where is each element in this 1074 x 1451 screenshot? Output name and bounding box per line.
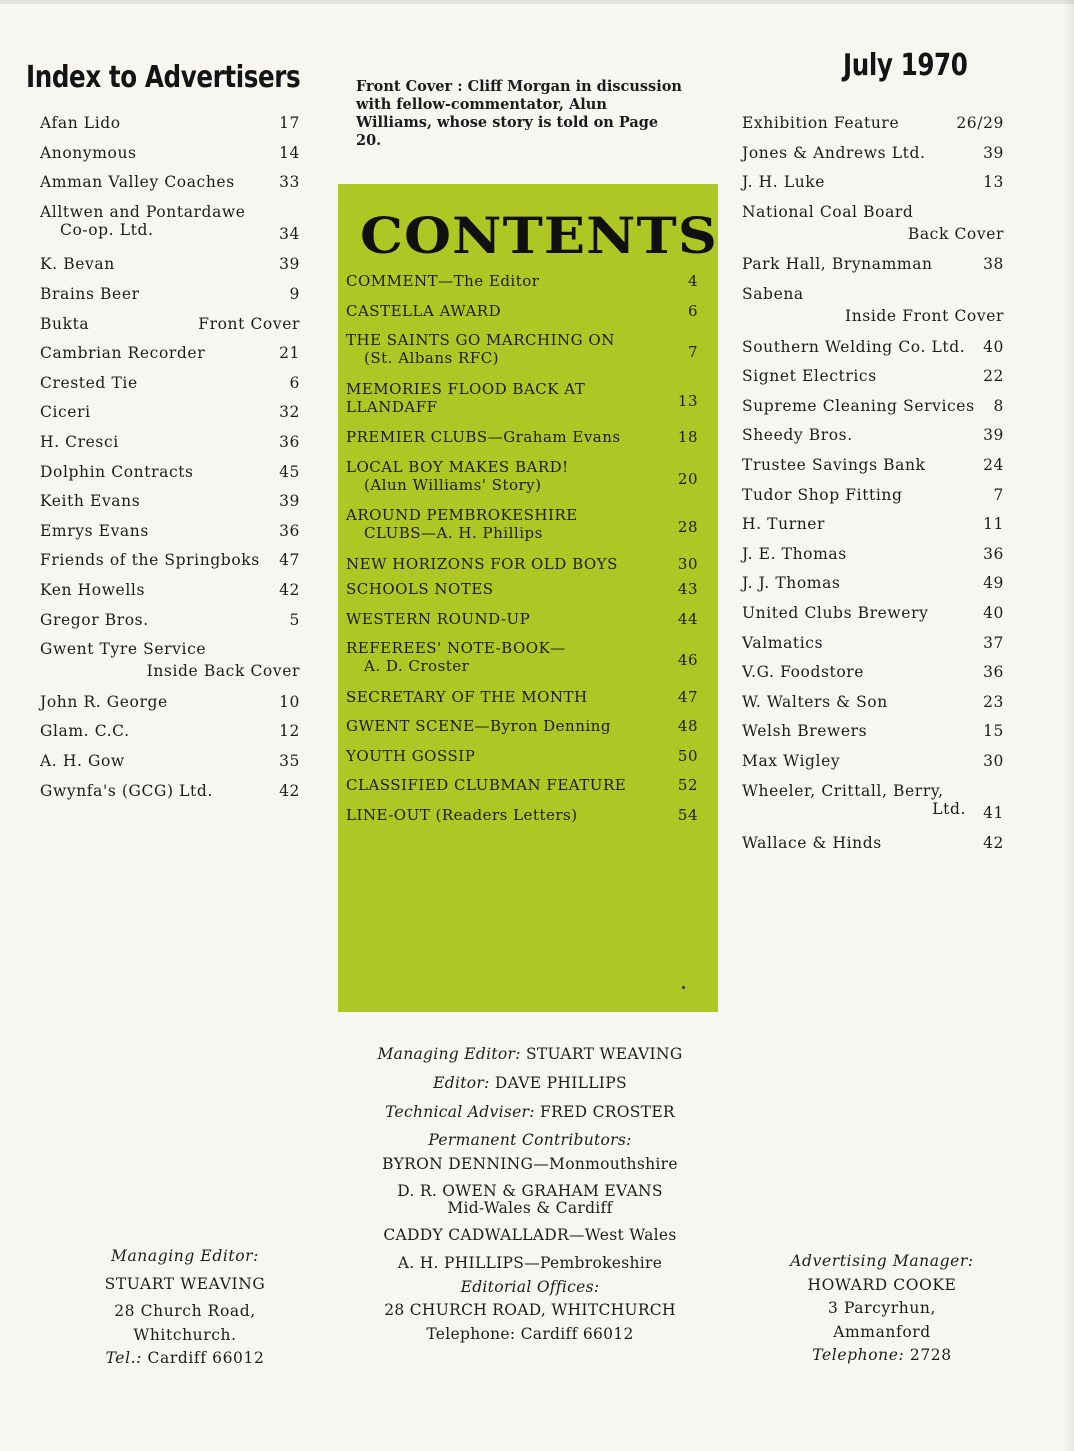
advertiser-page: 26/29 <box>956 114 1004 132</box>
advertiser-row <box>40 344 300 362</box>
advertiser-name: W. Walters & Son <box>742 692 888 711</box>
contents-item-title: THE SAINTS GO MARCHING ON <box>346 331 615 349</box>
advertiser-name: Crested Tie <box>40 373 138 392</box>
contents-item-title: CASTELLA AWARD <box>346 301 502 320</box>
contents-item-page: 50 <box>677 746 698 765</box>
advertiser-page: 17 <box>279 114 300 132</box>
advertiser-row <box>40 202 300 243</box>
advertiser-row <box>40 403 300 421</box>
advertiser-name: Signet Electrics <box>742 367 877 386</box>
credit-contributors-label: Permanent Contributors: <box>428 1131 632 1149</box>
contact-name: STUART WEAVING <box>104 1274 266 1293</box>
advertiser-name: J. H. Luke <box>742 173 826 192</box>
contents-item <box>346 776 698 794</box>
advertiser-row <box>742 285 1004 325</box>
advertiser-page: 30 <box>983 752 1004 770</box>
advertiser-name: National Coal Board <box>742 202 914 221</box>
contents-item-title: REFEREES' NOTE-BOOK— <box>346 639 566 657</box>
contents-item-page: 28 <box>677 518 698 536</box>
advertiser-name-continued: Ltd. <box>932 799 966 818</box>
advertiser-name: Keith Evans <box>40 492 141 511</box>
editorial-offices-address: 28 CHURCH ROAD, WHITCHURCH <box>384 1301 676 1319</box>
contact-label: Managing Editor: <box>110 1247 260 1265</box>
contact-address-2: Whitchurch. <box>133 1325 237 1344</box>
contact-telephone: Telephone: 2728 <box>812 1346 952 1364</box>
advertiser-row <box>742 338 1004 356</box>
contents-item-page: 7 <box>687 343 698 361</box>
contents-item-title: COMMENT—The Editor <box>346 272 540 290</box>
contact-address-1: 3 Parcyrhun, <box>827 1299 937 1317</box>
staff-credits <box>330 1040 730 1346</box>
contents-item-page: 30 <box>677 554 698 573</box>
contents-item-title: MEMORIES FLOOD BACK AT <box>346 379 586 398</box>
advertiser-page: Front Cover <box>198 314 300 333</box>
contents-item-page: 43 <box>677 580 698 598</box>
advertiser-name: Cambrian Recorder <box>40 344 206 363</box>
right-edge-shadow <box>1064 0 1074 1451</box>
advertiser-name: United Clubs Brewery <box>742 604 929 622</box>
advertiser-page: 23 <box>983 692 1004 711</box>
advertiser-name: Anonymous <box>40 143 137 162</box>
advertiser-row <box>742 634 1004 652</box>
contents-item-title: SCHOOLS NOTES <box>346 580 494 598</box>
advertiser-name: Park Hall, Brynamman <box>742 255 933 274</box>
advertiser-row <box>40 752 300 770</box>
editorial-offices-telephone: Telephone: Cardiff 66012 <box>426 1325 634 1343</box>
advertiser-name: Gregor Bros. <box>40 610 149 629</box>
advertiser-row <box>742 367 1004 385</box>
advertiser-page: 12 <box>279 722 300 741</box>
advertiser-name: Alltwen and Pontardawe <box>40 202 246 221</box>
advertiser-page: 36 <box>279 433 300 451</box>
contents-item-title: PREMIER CLUBS—Graham Evans <box>346 428 621 446</box>
contents-item <box>346 506 698 542</box>
contents-item-title: YOUTH GOSSIP <box>346 746 476 765</box>
advertiser-page: 36 <box>983 544 1004 563</box>
contents-item-page: 6 <box>687 301 698 320</box>
credit-managing-editor: Managing Editor: STUART WEAVING <box>377 1045 683 1063</box>
contact-address-1: 28 Church Road, <box>114 1302 256 1320</box>
contents-item <box>346 555 698 573</box>
contents-item <box>346 272 698 290</box>
advertiser-page: 6 <box>289 373 300 392</box>
advertiser-name: Jones & Andrews Ltd. <box>742 143 926 162</box>
advertiser-page: 21 <box>279 344 300 363</box>
advertiser-name: Wheeler, Crittall, Berry, <box>742 781 944 800</box>
advertiser-row <box>40 173 300 191</box>
contents-item <box>346 428 698 446</box>
advertiser-name: Wallace & Hinds <box>742 834 882 853</box>
contents-item-page: 48 <box>677 717 698 735</box>
advertiser-page: 34 <box>279 224 300 243</box>
contents-item-page: 20 <box>677 469 698 488</box>
contents-item-page: 47 <box>677 687 698 706</box>
advertiser-row <box>742 144 1004 162</box>
advertiser-row <box>40 522 300 540</box>
advertiser-row <box>40 463 300 481</box>
advertiser-page: 39 <box>983 426 1004 445</box>
advertiser-row <box>40 611 300 629</box>
advertiser-row <box>742 574 1004 592</box>
contents-item <box>346 380 698 416</box>
advertiser-name: John R. George <box>40 692 168 711</box>
advertiser-name: Exhibition Feature <box>742 114 900 132</box>
advertiser-page: Back Cover <box>907 224 1004 243</box>
advertiser-name: Max Wigley <box>742 752 841 770</box>
advertiser-page: 15 <box>983 722 1004 741</box>
advertiser-page: 40 <box>983 337 1004 356</box>
advertising-manager-contact <box>762 1250 1002 1368</box>
advertiser-page: 13 <box>983 173 1004 192</box>
advertiser-row <box>40 255 300 273</box>
contents-item-page: 52 <box>677 776 698 794</box>
contents-item-title: CLASSIFIED CLUBMAN FEATURE <box>346 776 627 794</box>
advertiser-name: V.G. Foodstore <box>742 663 865 682</box>
advertiser-row <box>742 426 1004 444</box>
advertiser-name: Amman Valley Coaches <box>40 173 235 192</box>
advertiser-page: 37 <box>983 633 1004 652</box>
contents-panel <box>338 184 718 1012</box>
contents-item <box>346 806 698 824</box>
advertiser-row <box>742 255 1004 273</box>
contents-item-subtitle: (Alun Williams' Story) <box>364 475 542 494</box>
contents-title: CONTENTS <box>360 206 718 265</box>
contact-address-2: Ammanford <box>833 1322 931 1341</box>
contents-item <box>346 747 698 765</box>
advertiser-row <box>40 581 300 599</box>
credit-contributor-1: BYRON DENNING—Monmouthshire <box>382 1155 678 1173</box>
advertiser-row <box>40 433 300 451</box>
advertiser-page: 39 <box>279 492 300 511</box>
contents-item <box>346 580 698 598</box>
advertiser-name: Gwent Tyre Service <box>40 640 207 659</box>
advertiser-row <box>40 114 300 132</box>
advertiser-name: Trustee Savings Bank <box>742 456 926 474</box>
contents-item <box>346 688 698 706</box>
advertiser-row <box>742 663 1004 681</box>
advertiser-row <box>742 515 1004 533</box>
advertiser-page: 22 <box>983 367 1004 386</box>
advertiser-row <box>742 173 1004 191</box>
advertiser-page: 36 <box>983 663 1004 682</box>
advertiser-row <box>40 315 300 333</box>
advertiser-name: J. J. Thomas <box>742 574 841 593</box>
contents-item <box>346 302 698 320</box>
advertiser-row <box>742 397 1004 415</box>
advertiser-name: Ciceri <box>40 403 91 422</box>
advertiser-name: Tudor Shop Fitting <box>742 485 903 504</box>
advertiser-name: K. Bevan <box>40 255 115 274</box>
advertiser-name: J. E. Thomas <box>742 544 847 563</box>
advertiser-row <box>40 782 300 800</box>
contents-item-page: 46 <box>677 651 698 669</box>
advertiser-page: 5 <box>289 610 300 629</box>
contents-item-page: 4 <box>687 272 698 290</box>
advertiser-page: 14 <box>279 143 300 162</box>
advertiser-page: Inside Back Cover <box>146 662 300 681</box>
advertiser-row <box>40 551 300 569</box>
advertiser-row <box>40 374 300 392</box>
advertiser-page: 42 <box>983 834 1004 853</box>
advertiser-row <box>40 722 300 740</box>
advertiser-page: 10 <box>279 692 300 711</box>
advertiser-name: H. Turner <box>742 515 826 534</box>
front-cover-note: Front Cover : Cliff Morgan in discussion with fellow-commentator, Alun Williams, whose story is told on Page 20. <box>356 78 682 149</box>
advertiser-row <box>742 202 1004 243</box>
issue-date: July 1970 <box>843 48 968 83</box>
advertiser-page: 39 <box>279 255 300 274</box>
advertiser-row <box>742 486 1004 504</box>
advertiser-page: 45 <box>279 462 300 481</box>
advertiser-page: 38 <box>983 255 1004 274</box>
advertiser-page: 49 <box>983 574 1004 593</box>
advertiser-row <box>40 693 300 711</box>
advertiser-name: Brains Beer <box>40 285 140 303</box>
advertiser-name: Ken Howells <box>40 581 146 599</box>
advertiser-name: Emrys Evans <box>40 521 149 540</box>
advertiser-row <box>742 456 1004 474</box>
print-fleck <box>682 986 685 989</box>
advertiser-page: 39 <box>983 143 1004 162</box>
advertiser-row <box>40 492 300 510</box>
advertiser-page: Inside Front Cover <box>844 307 1004 325</box>
contents-item-page: 44 <box>677 609 698 628</box>
contents-item-subtitle: CLUBS—A. H. Phillips <box>364 524 543 542</box>
advertiser-page: 9 <box>289 285 300 303</box>
contents-item-title: LOCAL BOY MAKES BARD! <box>346 457 569 476</box>
contact-telephone: Tel.: Cardiff 66012 <box>105 1349 265 1367</box>
advertiser-row <box>742 752 1004 770</box>
advertiser-row <box>40 144 300 162</box>
advertiser-row <box>742 114 1004 132</box>
advertiser-page: 8 <box>993 396 1004 415</box>
advertiser-page: 41 <box>983 803 1004 822</box>
contents-item <box>346 458 698 494</box>
advertiser-page: 42 <box>279 781 300 800</box>
contents-item <box>346 717 698 735</box>
contents-item-subtitle: A. D. Croster <box>364 657 470 675</box>
advertiser-page: 32 <box>279 403 300 422</box>
advertiser-name: Dolphin Contracts <box>40 462 194 481</box>
contents-item-subtitle: LLANDAFF <box>346 397 438 416</box>
credit-contributor-4: A. H. PHILLIPS—Pembrokeshire <box>397 1254 663 1272</box>
contents-item-page: 54 <box>677 805 698 824</box>
contents-item-title: GWENT SCENE—Byron Denning <box>346 717 611 735</box>
contents-item <box>346 639 698 675</box>
top-edge-shadow <box>0 0 1074 4</box>
contents-item <box>346 610 698 628</box>
advertiser-row <box>40 285 300 303</box>
advertiser-name: Supreme Cleaning Services <box>742 396 975 415</box>
contents-item-subtitle: (St. Albans RFC) <box>364 349 500 367</box>
advertiser-name: Friends of the Springboks <box>40 551 260 570</box>
advertiser-page: 47 <box>279 551 300 570</box>
advertiser-row <box>742 545 1004 563</box>
advertiser-page: 42 <box>279 581 300 599</box>
contact-name: HOWARD COOKE <box>807 1275 957 1294</box>
editorial-offices-label: Editorial Offices: <box>460 1278 600 1296</box>
managing-editor-contact <box>60 1245 310 1371</box>
advertiser-row <box>742 834 1004 852</box>
advertiser-row <box>742 693 1004 711</box>
advertiser-row <box>742 604 1004 622</box>
contents-item <box>346 331 698 367</box>
advertiser-name: Afan Lido <box>40 114 121 132</box>
advertiser-name: Sheedy Bros. <box>742 426 853 445</box>
contact-label: Advertising Manager: <box>790 1252 974 1270</box>
contents-item-title: AROUND PEMBROKESHIRE <box>346 506 578 524</box>
advertiser-page: 33 <box>279 173 300 192</box>
advertiser-name: Southern Welding Co. Ltd. <box>742 337 966 356</box>
advertiser-row <box>742 722 1004 740</box>
credit-contributor-2: D. R. OWEN & GRAHAM EVANS Mid-Wales & Cardiff <box>397 1182 663 1217</box>
advertiser-name: Glam. C.C. <box>40 722 130 741</box>
contents-item-title: LINE-OUT (Readers Letters) <box>346 805 578 824</box>
credit-contributor-3: CADDY CADWALLADR—West Wales <box>383 1226 677 1244</box>
credit-technical-adviser: Technical Adviser: FRED CROSTER <box>385 1103 675 1121</box>
advertiser-page: 7 <box>993 485 1004 504</box>
advertiser-name: H. Cresci <box>40 433 119 451</box>
advertiser-page: 11 <box>983 515 1004 534</box>
advertiser-page: 40 <box>983 604 1004 622</box>
index-title: Index to Advertisers <box>26 60 301 95</box>
contents-item-title: NEW HORIZONS FOR OLD BOYS <box>346 554 618 573</box>
contents-item-page: 18 <box>677 428 698 446</box>
credit-editor: Editor: DAVE PHILLIPS <box>433 1074 627 1092</box>
advertiser-name: Gwynfa's (GCG) Ltd. <box>40 781 213 800</box>
contents-item-title: SECRETARY OF THE MONTH <box>346 687 588 706</box>
contents-item-title: WESTERN ROUND-UP <box>346 609 531 628</box>
advertiser-name-continued: Co-op. Ltd. <box>60 220 154 239</box>
advertiser-page: 35 <box>279 752 300 770</box>
advertiser-row <box>742 781 1004 822</box>
advertiser-name: Sabena <box>742 285 804 303</box>
advertiser-row <box>40 640 300 681</box>
advertiser-name: Welsh Brewers <box>742 722 868 741</box>
advertiser-name: Bukta <box>40 314 90 333</box>
advertiser-page: 24 <box>983 456 1004 474</box>
advertiser-name: A. H. Gow <box>40 752 125 770</box>
contents-item-page: 13 <box>677 391 698 410</box>
advertiser-name: Valmatics <box>742 633 824 652</box>
advertiser-page: 36 <box>279 521 300 540</box>
